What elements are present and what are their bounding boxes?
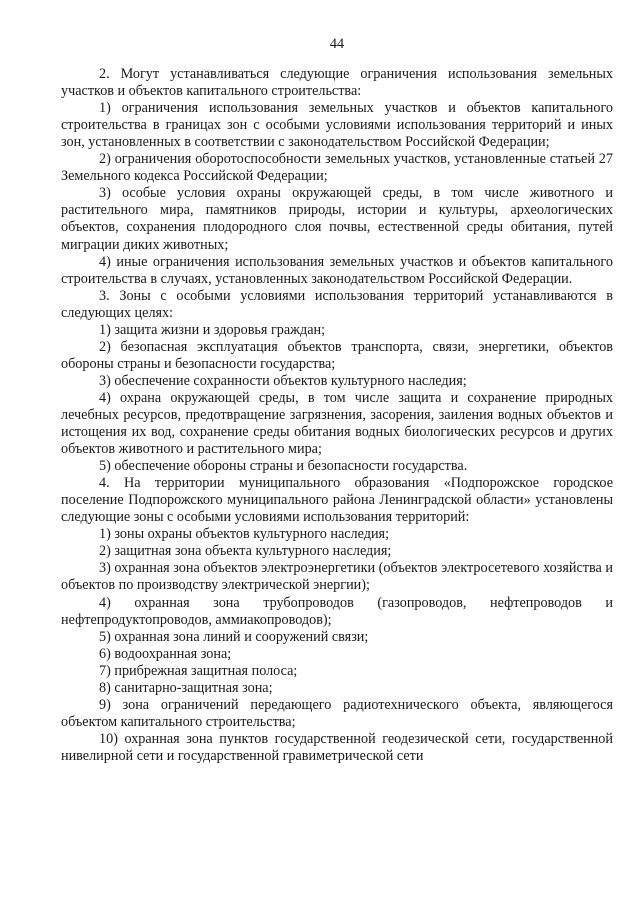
- paragraph: 6) водоохранная зона;: [99, 645, 232, 662]
- paragraph: 3. Зоны с особыми условиями использования территорий устанавливаются в следующих целях:: [61, 287, 613, 321]
- document-page: [61, 36, 613, 765]
- paragraph: 8) санитарно-защитная зона;: [99, 679, 273, 696]
- paragraph: 9) зона ограничений передающего радиотехнического объекта, являющегося объектом капитального строительства;: [61, 696, 613, 730]
- paragraph: 2. Могут устанавливаться следующие ограничения использования земельных участков и объектов капитального строительства:: [61, 66, 613, 100]
- paragraph: 5) обеспечение обороны страны и безопасности государства.: [99, 458, 468, 475]
- paragraph: 1) защита жизни и здоровья граждан;: [99, 321, 326, 338]
- paragraph: 1) зоны охраны объектов культурного наследия;: [99, 526, 390, 543]
- page-number: 44: [329, 36, 345, 52]
- paragraph: 4) охрана окружающей среды, в том числе защита и сохранение природных лечебных ресурсов, предотвращение загрязнения, засорения, заиления водных объектов и истощения их вод, сохранение среды обитания водных биологических ресурсов и других объектов животного и растительного мира;: [61, 389, 613, 458]
- paragraph: 5) охранная зона линий и сооружений связи;: [99, 628, 369, 645]
- paragraph: 4) иные ограничения использования земельных участков и объектов капитального строительства в случаях, установленных законодательством Российской Федерации.: [61, 253, 613, 287]
- paragraph: 1) ограничения использования земельных участков и объектов капитального строительства в границах зон с особыми условиями использования территорий и иных зон, установленных в соответствии с законодательством Российской Федерации;: [61, 100, 613, 151]
- paragraph: 2) безопасная эксплуатация объектов транспорта, связи, энергетики, объектов обороны страны и безопасности государства;: [61, 338, 613, 372]
- paragraph: 3) особые условия охраны окружающей среды, в том числе животного и растительного мира, памятников природы, истории и культуры, археологических объектов, сохранения плодородного слоя почвы, естественной среды обитания, путей миграции диких животных;: [61, 185, 613, 253]
- paragraph: 2) ограничения оборотоспособности земельных участков, установленные статьей 27 Земельного кодекса Российской Федерации;: [61, 151, 613, 185]
- paragraph: 3) обеспечение сохранности объектов культурного наследия;: [99, 372, 467, 389]
- paragraph: 4) охранная зона трубопроводов (газопроводов, нефтепроводов и нефтепродуктопроводов, аммиакопроводов);: [61, 594, 613, 628]
- paragraph: 10) охранная зона пунктов государственной геодезической сети, государственной нивелирной сети и государственной гравиметрической сети: [61, 730, 613, 764]
- paragraph: 2) защитная зона объекта культурного наследия;: [99, 543, 392, 560]
- paragraph: 3) охранная зона объектов электроэнергетики (объектов электросетевого хозяйства и объектов по производству электрической энергии);: [61, 560, 613, 594]
- paragraph: 4. На территории муниципального образования «Подпорожское городское поселение Подпорожского муниципального района Ленинградской области» установлены следующие зоны с особыми условиями использования территорий:: [61, 475, 613, 526]
- paragraph: 7) прибрежная защитная полоса;: [99, 662, 298, 679]
